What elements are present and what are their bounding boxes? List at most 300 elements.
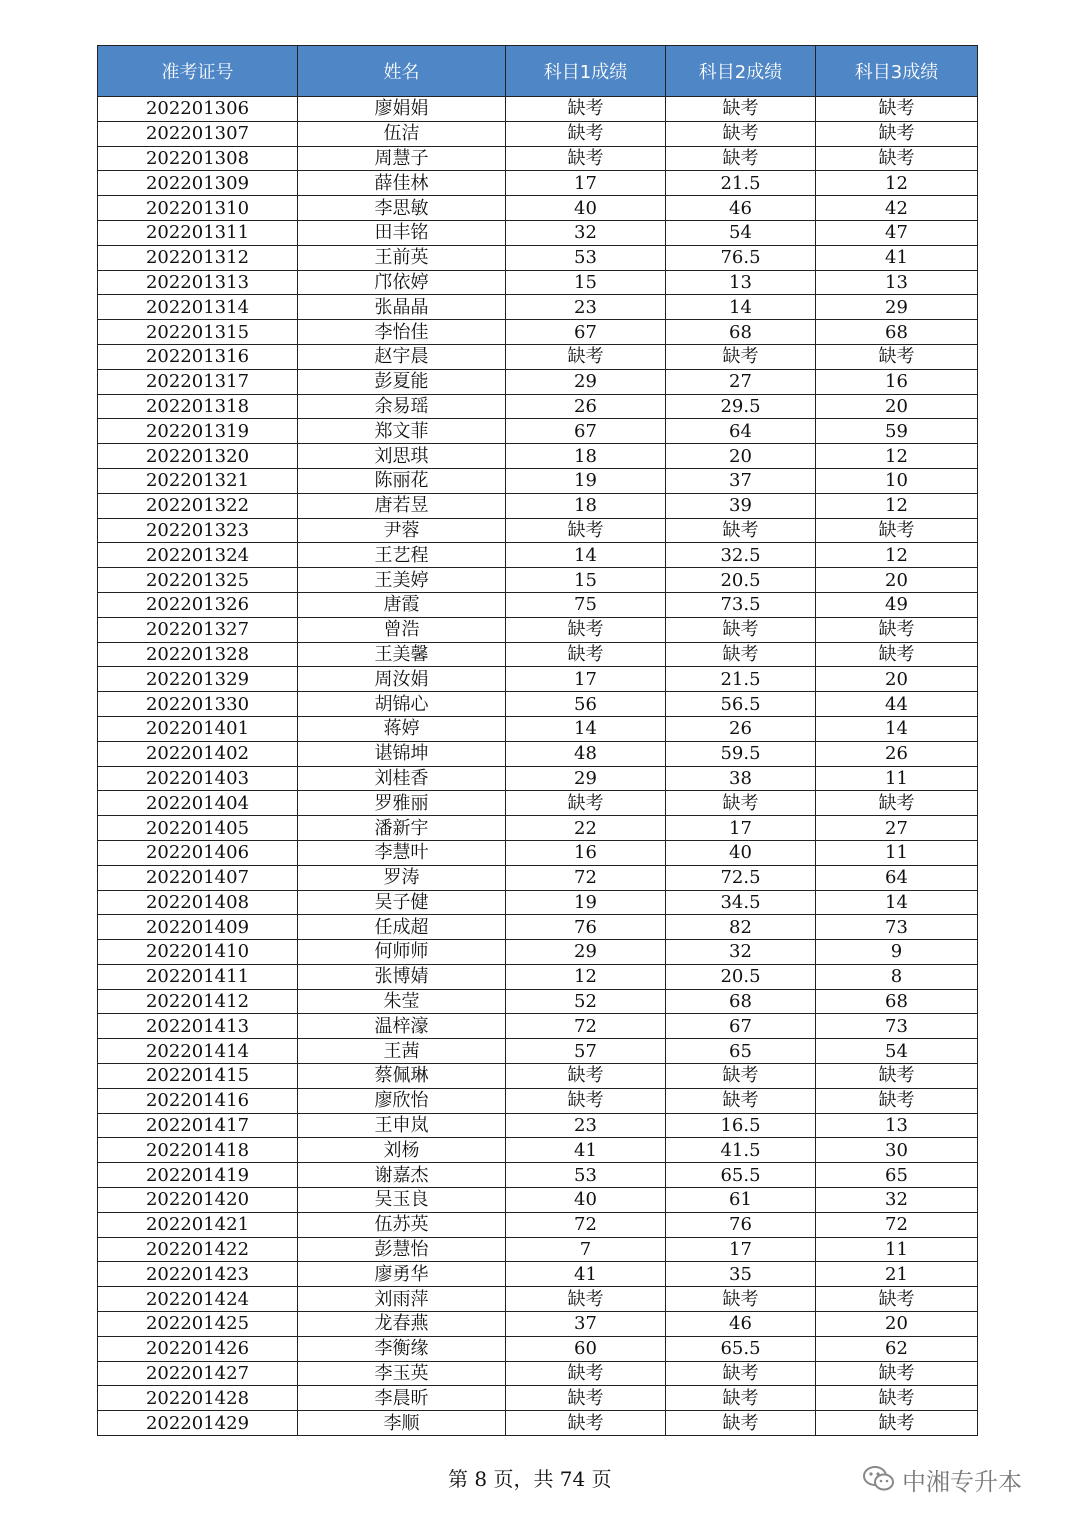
cell-subject3-score: 29 xyxy=(816,295,978,320)
cell-subject3-score: 64 xyxy=(816,865,978,890)
cell-subject1-score: 52 xyxy=(506,989,666,1014)
cell-subject1-score: 37 xyxy=(506,1312,666,1337)
cell-name: 吴玉良 xyxy=(298,1188,506,1213)
cell-exam-id: 202201429 xyxy=(98,1411,298,1436)
table-row xyxy=(98,1014,978,1039)
cell-name: 任成超 xyxy=(298,915,506,940)
cell-name: 谢嘉杰 xyxy=(298,1163,506,1188)
table-row xyxy=(98,146,978,171)
table-row xyxy=(98,1386,978,1411)
table-row xyxy=(98,543,978,568)
table-row xyxy=(98,1039,978,1064)
cell-name: 朱莹 xyxy=(298,989,506,1014)
cell-exam-id: 202201402 xyxy=(98,741,298,766)
table-row xyxy=(98,518,978,543)
table-row xyxy=(98,320,978,345)
cell-subject1-score: 40 xyxy=(506,1188,666,1213)
cell-subject1-score: 缺考 xyxy=(506,344,666,369)
cell-name: 伍洁 xyxy=(298,121,506,146)
table-row xyxy=(98,1188,978,1213)
table-row xyxy=(98,1163,978,1188)
table-row xyxy=(98,667,978,692)
cell-subject3-score: 73 xyxy=(816,915,978,940)
cell-subject2-score: 46 xyxy=(666,196,816,221)
cell-exam-id: 202201327 xyxy=(98,617,298,642)
cell-exam-id: 202201321 xyxy=(98,468,298,493)
table-row xyxy=(98,295,978,320)
cell-exam-id: 202201306 xyxy=(98,97,298,122)
table-row xyxy=(98,1064,978,1089)
cell-subject1-score: 19 xyxy=(506,468,666,493)
cell-subject3-score: 缺考 xyxy=(816,1287,978,1312)
cell-name: 王茜 xyxy=(298,1039,506,1064)
cell-subject3-score: 49 xyxy=(816,592,978,617)
cell-subject1-score: 75 xyxy=(506,592,666,617)
cell-exam-id: 202201310 xyxy=(98,196,298,221)
cell-exam-id: 202201315 xyxy=(98,320,298,345)
cell-subject1-score: 缺考 xyxy=(506,1386,666,1411)
cell-subject3-score: 32 xyxy=(816,1188,978,1213)
cell-exam-id: 202201426 xyxy=(98,1336,298,1361)
cell-subject2-score: 73.5 xyxy=(666,592,816,617)
cell-subject2-score: 缺考 xyxy=(666,1361,816,1386)
cell-subject1-score: 72 xyxy=(506,865,666,890)
cell-exam-id: 202201420 xyxy=(98,1188,298,1213)
cell-subject1-score: 缺考 xyxy=(506,791,666,816)
cell-subject3-score: 11 xyxy=(816,840,978,865)
cell-subject2-score: 缺考 xyxy=(666,121,816,146)
cell-name: 何师师 xyxy=(298,940,506,965)
cell-subject2-score: 56.5 xyxy=(666,692,816,717)
table-row xyxy=(98,1287,978,1312)
header-subject2-score: 科目2成绩 xyxy=(666,46,816,97)
cell-subject3-score: 缺考 xyxy=(816,1411,978,1436)
cell-subject2-score: 40 xyxy=(666,840,816,865)
cell-subject2-score: 82 xyxy=(666,915,816,940)
cell-subject3-score: 11 xyxy=(816,766,978,791)
table-row xyxy=(98,1262,978,1287)
cell-subject3-score: 47 xyxy=(816,220,978,245)
cell-subject2-score: 67 xyxy=(666,1014,816,1039)
table-row xyxy=(98,766,978,791)
cell-subject1-score: 56 xyxy=(506,692,666,717)
cell-name: 李衡缘 xyxy=(298,1336,506,1361)
table-row xyxy=(98,245,978,270)
table-row xyxy=(98,692,978,717)
cell-subject3-score: 12 xyxy=(816,493,978,518)
cell-name: 张晶晶 xyxy=(298,295,506,320)
cell-subject3-score: 12 xyxy=(816,543,978,568)
cell-subject3-score: 缺考 xyxy=(816,791,978,816)
cell-subject3-score: 缺考 xyxy=(816,1064,978,1089)
cell-subject3-score: 21 xyxy=(816,1262,978,1287)
cell-exam-id: 202201411 xyxy=(98,964,298,989)
cell-name: 刘杨 xyxy=(298,1138,506,1163)
cell-subject3-score: 12 xyxy=(816,171,978,196)
cell-subject2-score: 缺考 xyxy=(666,642,816,667)
cell-exam-id: 202201330 xyxy=(98,692,298,717)
cell-name: 王美婷 xyxy=(298,568,506,593)
cell-exam-id: 202201317 xyxy=(98,369,298,394)
cell-subject3-score: 9 xyxy=(816,940,978,965)
cell-name: 陈丽花 xyxy=(298,468,506,493)
cell-subject1-score: 12 xyxy=(506,964,666,989)
cell-subject1-score: 17 xyxy=(506,171,666,196)
cell-subject2-score: 21.5 xyxy=(666,667,816,692)
table-row xyxy=(98,741,978,766)
cell-subject2-score: 缺考 xyxy=(666,146,816,171)
cell-subject3-score: 73 xyxy=(816,1014,978,1039)
table-row xyxy=(98,97,978,122)
cell-subject1-score: 15 xyxy=(506,568,666,593)
cell-name: 李慧叶 xyxy=(298,840,506,865)
page-number: 第 8 页，共 74 页 xyxy=(448,1467,612,1491)
cell-subject2-score: 缺考 xyxy=(666,1064,816,1089)
cell-name: 廖勇华 xyxy=(298,1262,506,1287)
cell-subject2-score: 21.5 xyxy=(666,171,816,196)
cell-subject2-score: 缺考 xyxy=(666,518,816,543)
cell-exam-id: 202201324 xyxy=(98,543,298,568)
cell-exam-id: 202201418 xyxy=(98,1138,298,1163)
cell-subject2-score: 64 xyxy=(666,419,816,444)
cell-exam-id: 202201415 xyxy=(98,1064,298,1089)
cell-subject1-score: 53 xyxy=(506,245,666,270)
header-subject3-score: 科目3成绩 xyxy=(816,46,978,97)
cell-subject1-score: 60 xyxy=(506,1336,666,1361)
cell-name: 彭慧怡 xyxy=(298,1237,506,1262)
cell-exam-id: 202201308 xyxy=(98,146,298,171)
cell-subject3-score: 8 xyxy=(816,964,978,989)
cell-name: 唐若昱 xyxy=(298,493,506,518)
table-row xyxy=(98,468,978,493)
cell-name: 郑文菲 xyxy=(298,419,506,444)
cell-subject2-score: 17 xyxy=(666,1237,816,1262)
cell-subject1-score: 缺考 xyxy=(506,146,666,171)
cell-subject1-score: 32 xyxy=(506,220,666,245)
cell-subject3-score: 缺考 xyxy=(816,642,978,667)
cell-name: 唐霞 xyxy=(298,592,506,617)
cell-subject3-score: 59 xyxy=(816,419,978,444)
cell-name: 廖欣怡 xyxy=(298,1088,506,1113)
table-row xyxy=(98,196,978,221)
cell-name: 廖娟娟 xyxy=(298,97,506,122)
cell-name: 胡锦心 xyxy=(298,692,506,717)
cell-subject2-score: 13 xyxy=(666,270,816,295)
cell-subject1-score: 41 xyxy=(506,1138,666,1163)
cell-subject2-score: 16.5 xyxy=(666,1113,816,1138)
cell-name: 罗雅丽 xyxy=(298,791,506,816)
cell-exam-id: 202201329 xyxy=(98,667,298,692)
cell-exam-id: 202201419 xyxy=(98,1163,298,1188)
cell-subject3-score: 42 xyxy=(816,196,978,221)
cell-name: 潘新宇 xyxy=(298,816,506,841)
cell-exam-id: 202201424 xyxy=(98,1287,298,1312)
cell-subject1-score: 48 xyxy=(506,741,666,766)
cell-subject1-score: 缺考 xyxy=(506,642,666,667)
cell-exam-id: 202201427 xyxy=(98,1361,298,1386)
cell-subject1-score: 缺考 xyxy=(506,518,666,543)
cell-subject1-score: 缺考 xyxy=(506,1411,666,1436)
cell-subject2-score: 59.5 xyxy=(666,741,816,766)
cell-subject2-score: 68 xyxy=(666,989,816,1014)
table-row xyxy=(98,915,978,940)
cell-name: 龙春燕 xyxy=(298,1312,506,1337)
cell-subject3-score: 缺考 xyxy=(816,146,978,171)
cell-subject1-score: 72 xyxy=(506,1014,666,1039)
cell-subject1-score: 72 xyxy=(506,1212,666,1237)
cell-exam-id: 202201325 xyxy=(98,568,298,593)
cell-subject2-score: 20.5 xyxy=(666,568,816,593)
cell-name: 王美馨 xyxy=(298,642,506,667)
cell-name: 温梓濠 xyxy=(298,1014,506,1039)
cell-subject2-score: 35 xyxy=(666,1262,816,1287)
cell-name: 赵宇晨 xyxy=(298,344,506,369)
cell-subject3-score: 16 xyxy=(816,369,978,394)
cell-subject2-score: 72.5 xyxy=(666,865,816,890)
cell-exam-id: 202201410 xyxy=(98,940,298,965)
table-row xyxy=(98,270,978,295)
cell-subject2-score: 34.5 xyxy=(666,890,816,915)
cell-subject3-score: 缺考 xyxy=(816,518,978,543)
cell-subject1-score: 15 xyxy=(506,270,666,295)
cell-name: 谌锦坤 xyxy=(298,741,506,766)
cell-exam-id: 202201423 xyxy=(98,1262,298,1287)
cell-name: 李顺 xyxy=(298,1411,506,1436)
cell-subject2-score: 68 xyxy=(666,320,816,345)
table-row xyxy=(98,419,978,444)
cell-name: 张博婧 xyxy=(298,964,506,989)
cell-subject1-score: 76 xyxy=(506,915,666,940)
cell-exam-id: 202201422 xyxy=(98,1237,298,1262)
cell-exam-id: 202201316 xyxy=(98,344,298,369)
cell-subject2-score: 缺考 xyxy=(666,1287,816,1312)
cell-subject3-score: 10 xyxy=(816,468,978,493)
cell-subject2-score: 65 xyxy=(666,1039,816,1064)
cell-subject2-score: 29.5 xyxy=(666,394,816,419)
cell-name: 邝依婷 xyxy=(298,270,506,295)
cell-subject2-score: 61 xyxy=(666,1188,816,1213)
cell-subject1-score: 23 xyxy=(506,295,666,320)
cell-subject3-score: 62 xyxy=(816,1336,978,1361)
cell-subject2-score: 27 xyxy=(666,369,816,394)
cell-subject3-score: 20 xyxy=(816,394,978,419)
cell-subject3-score: 20 xyxy=(816,667,978,692)
cell-subject3-score: 12 xyxy=(816,444,978,469)
cell-subject2-score: 缺考 xyxy=(666,1088,816,1113)
table-row xyxy=(98,865,978,890)
watermark xyxy=(862,1464,1022,1494)
cell-subject3-score: 13 xyxy=(816,1113,978,1138)
cell-subject2-score: 32 xyxy=(666,940,816,965)
cell-exam-id: 202201404 xyxy=(98,791,298,816)
cell-name: 吴子健 xyxy=(298,890,506,915)
cell-subject1-score: 18 xyxy=(506,493,666,518)
cell-subject1-score: 29 xyxy=(506,940,666,965)
cell-exam-id: 202201417 xyxy=(98,1113,298,1138)
cell-subject3-score: 54 xyxy=(816,1039,978,1064)
cell-subject2-score: 缺考 xyxy=(666,1386,816,1411)
cell-exam-id: 202201307 xyxy=(98,121,298,146)
cell-subject3-score: 14 xyxy=(816,716,978,741)
table-row xyxy=(98,493,978,518)
cell-subject3-score: 68 xyxy=(816,989,978,1014)
cell-exam-id: 202201320 xyxy=(98,444,298,469)
cell-subject3-score: 20 xyxy=(816,568,978,593)
table-row xyxy=(98,1312,978,1337)
table-row xyxy=(98,1212,978,1237)
cell-name: 蒋婷 xyxy=(298,716,506,741)
cell-name: 刘思琪 xyxy=(298,444,506,469)
cell-name: 王前英 xyxy=(298,245,506,270)
cell-subject3-score: 72 xyxy=(816,1212,978,1237)
cell-subject2-score: 26 xyxy=(666,716,816,741)
cell-name: 周慧子 xyxy=(298,146,506,171)
cell-name: 曾浩 xyxy=(298,617,506,642)
table-row xyxy=(98,1113,978,1138)
cell-subject2-score: 54 xyxy=(666,220,816,245)
cell-subject1-score: 缺考 xyxy=(506,1287,666,1312)
table-row xyxy=(98,716,978,741)
cell-exam-id: 202201412 xyxy=(98,989,298,1014)
cell-exam-id: 202201407 xyxy=(98,865,298,890)
cell-subject2-score: 缺考 xyxy=(666,791,816,816)
cell-exam-id: 202201313 xyxy=(98,270,298,295)
table-row xyxy=(98,617,978,642)
header-name: 姓名 xyxy=(298,46,506,97)
cell-subject2-score: 65.5 xyxy=(666,1336,816,1361)
table-body xyxy=(98,97,978,1436)
cell-exam-id: 202201326 xyxy=(98,592,298,617)
cell-subject1-score: 29 xyxy=(506,369,666,394)
cell-subject3-score: 41 xyxy=(816,245,978,270)
cell-name: 周汝娟 xyxy=(298,667,506,692)
table-row xyxy=(98,890,978,915)
table-row xyxy=(98,568,978,593)
cell-subject3-score: 68 xyxy=(816,320,978,345)
cell-exam-id: 202201319 xyxy=(98,419,298,444)
table-row xyxy=(98,964,978,989)
cell-subject3-score: 缺考 xyxy=(816,1088,978,1113)
table-row xyxy=(98,444,978,469)
table-row xyxy=(98,394,978,419)
table-row xyxy=(98,369,978,394)
cell-exam-id: 202201416 xyxy=(98,1088,298,1113)
cell-exam-id: 202201314 xyxy=(98,295,298,320)
cell-subject2-score: 32.5 xyxy=(666,543,816,568)
cell-subject2-score: 39 xyxy=(666,493,816,518)
table-row xyxy=(98,171,978,196)
table-row xyxy=(98,220,978,245)
cell-subject3-score: 65 xyxy=(816,1163,978,1188)
cell-subject3-score: 20 xyxy=(816,1312,978,1337)
table-row xyxy=(98,121,978,146)
cell-exam-id: 202201323 xyxy=(98,518,298,543)
cell-subject1-score: 缺考 xyxy=(506,1361,666,1386)
cell-subject1-score: 16 xyxy=(506,840,666,865)
cell-subject1-score: 17 xyxy=(506,667,666,692)
cell-subject3-score: 14 xyxy=(816,890,978,915)
cell-name: 王申岚 xyxy=(298,1113,506,1138)
table-row xyxy=(98,989,978,1014)
cell-name: 王艺程 xyxy=(298,543,506,568)
cell-subject1-score: 41 xyxy=(506,1262,666,1287)
cell-name: 薛佳林 xyxy=(298,171,506,196)
table-row xyxy=(98,940,978,965)
cell-name: 彭夏能 xyxy=(298,369,506,394)
cell-subject2-score: 17 xyxy=(666,816,816,841)
cell-name: 李玉英 xyxy=(298,1361,506,1386)
cell-subject2-score: 38 xyxy=(666,766,816,791)
cell-subject1-score: 67 xyxy=(506,419,666,444)
cell-name: 李晨昕 xyxy=(298,1386,506,1411)
table-row xyxy=(98,592,978,617)
cell-subject1-score: 缺考 xyxy=(506,1064,666,1089)
cell-subject3-score: 13 xyxy=(816,270,978,295)
cell-subject3-score: 缺考 xyxy=(816,1361,978,1386)
cell-subject1-score: 26 xyxy=(506,394,666,419)
cell-name: 蔡佩琳 xyxy=(298,1064,506,1089)
table-row xyxy=(98,344,978,369)
cell-exam-id: 202201408 xyxy=(98,890,298,915)
cell-subject1-score: 7 xyxy=(506,1237,666,1262)
wechat-icon xyxy=(862,1465,896,1493)
cell-subject2-score: 46 xyxy=(666,1312,816,1337)
table-row xyxy=(98,1138,978,1163)
cell-subject1-score: 缺考 xyxy=(506,1088,666,1113)
cell-name: 伍苏英 xyxy=(298,1212,506,1237)
score-table xyxy=(97,45,978,1436)
cell-exam-id: 202201322 xyxy=(98,493,298,518)
page-footer xyxy=(0,1464,1080,1494)
cell-name: 余易瑶 xyxy=(298,394,506,419)
header-exam-id: 准考证号 xyxy=(98,46,298,97)
watermark-text: 中湘专升本 xyxy=(902,1467,1022,1496)
cell-subject3-score: 缺考 xyxy=(816,344,978,369)
cell-subject1-score: 23 xyxy=(506,1113,666,1138)
table-row xyxy=(98,1237,978,1262)
table-row xyxy=(98,1411,978,1436)
cell-exam-id: 202201318 xyxy=(98,394,298,419)
cell-name: 李怡佳 xyxy=(298,320,506,345)
cell-subject1-score: 缺考 xyxy=(506,121,666,146)
cell-exam-id: 202201403 xyxy=(98,766,298,791)
cell-exam-id: 202201312 xyxy=(98,245,298,270)
cell-subject1-score: 53 xyxy=(506,1163,666,1188)
cell-subject1-score: 67 xyxy=(506,320,666,345)
cell-subject2-score: 20.5 xyxy=(666,964,816,989)
cell-exam-id: 202201421 xyxy=(98,1212,298,1237)
cell-exam-id: 202201309 xyxy=(98,171,298,196)
cell-subject1-score: 缺考 xyxy=(506,617,666,642)
cell-subject1-score: 40 xyxy=(506,196,666,221)
cell-subject3-score: 缺考 xyxy=(816,121,978,146)
cell-subject1-score: 19 xyxy=(506,890,666,915)
cell-exam-id: 202201413 xyxy=(98,1014,298,1039)
cell-subject1-score: 22 xyxy=(506,816,666,841)
cell-subject3-score: 缺考 xyxy=(816,97,978,122)
cell-subject2-score: 20 xyxy=(666,444,816,469)
table-row xyxy=(98,642,978,667)
cell-subject1-score: 14 xyxy=(506,543,666,568)
table-row xyxy=(98,791,978,816)
cell-exam-id: 202201414 xyxy=(98,1039,298,1064)
cell-subject1-score: 18 xyxy=(506,444,666,469)
header-subject1-score: 科目1成绩 xyxy=(506,46,666,97)
cell-exam-id: 202201425 xyxy=(98,1312,298,1337)
cell-subject1-score: 57 xyxy=(506,1039,666,1064)
cell-subject2-score: 缺考 xyxy=(666,344,816,369)
cell-subject2-score: 41.5 xyxy=(666,1138,816,1163)
